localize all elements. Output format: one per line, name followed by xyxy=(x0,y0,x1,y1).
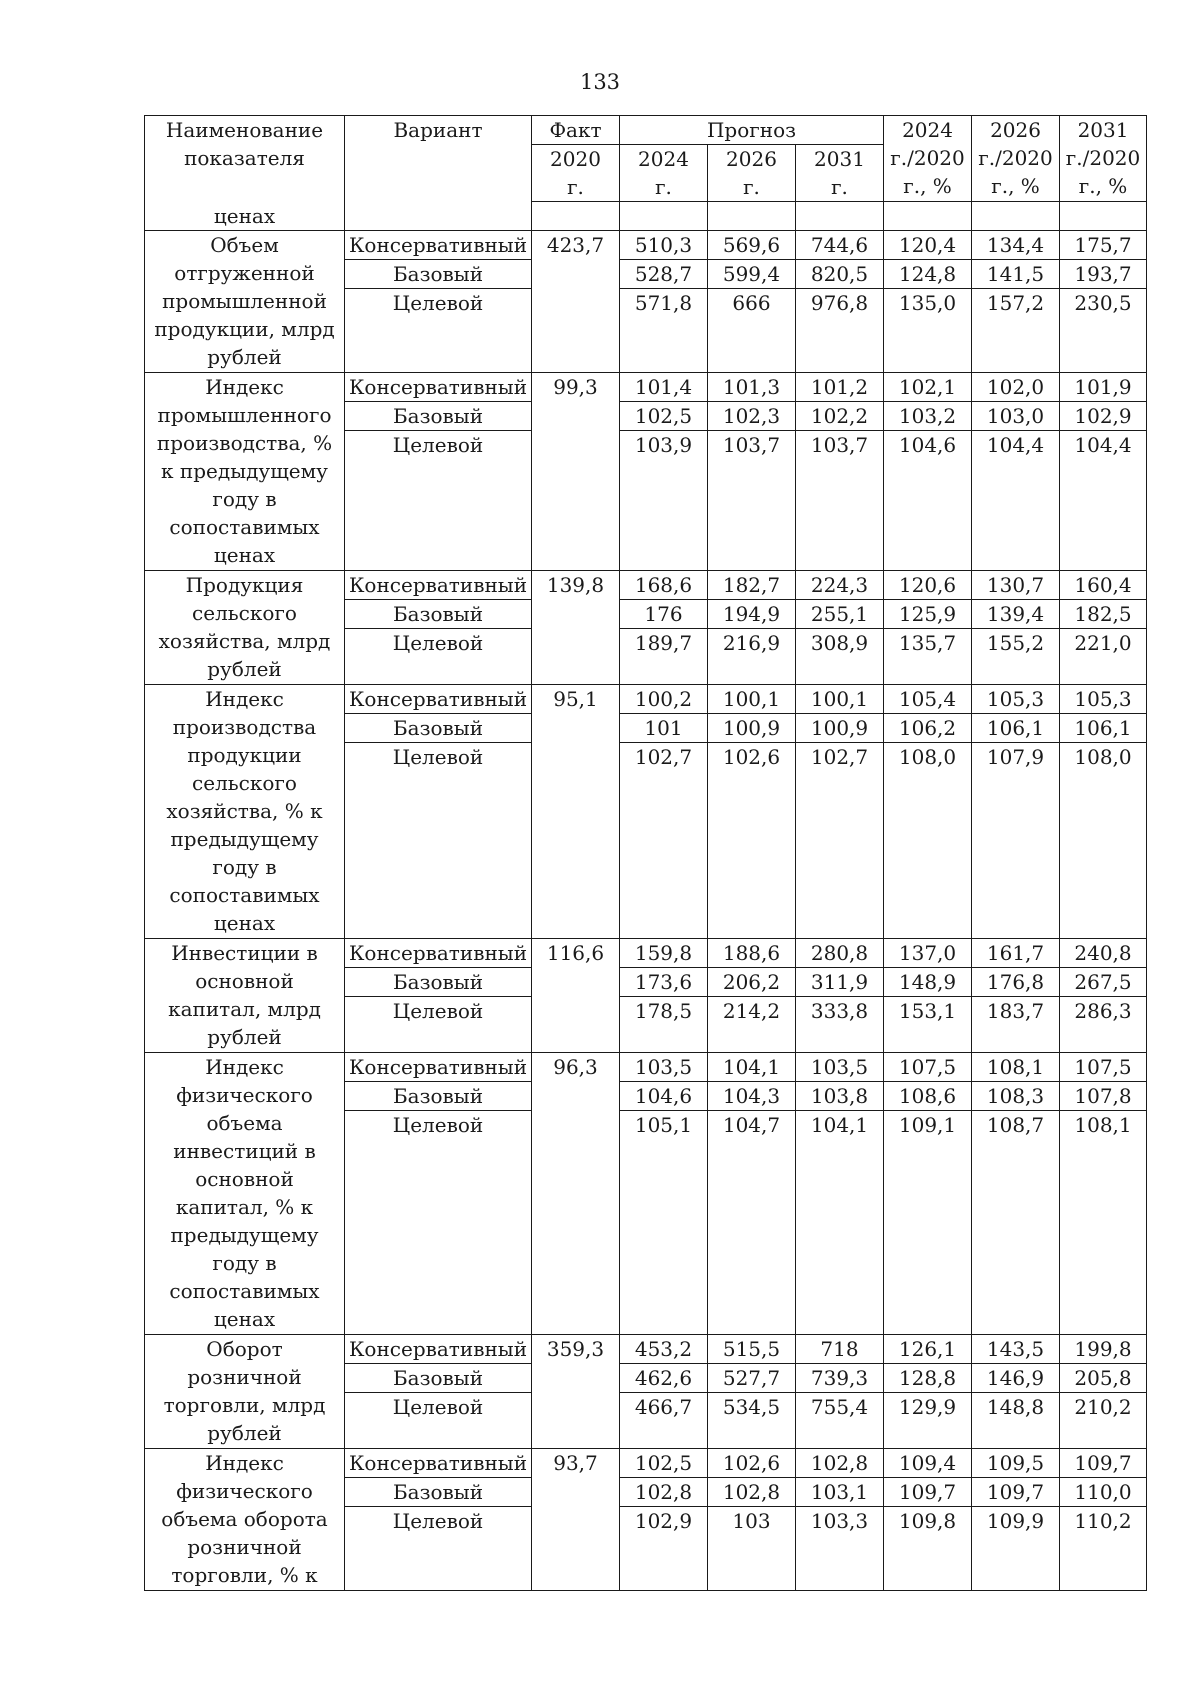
indicator-name: Оборот розничной торговли, млрд рублей xyxy=(145,1334,345,1448)
ratio-2026-value: 102,0 xyxy=(972,372,1060,401)
forecast-2024-value: 178,5 xyxy=(620,996,708,1052)
ratio-2026-value: 146,9 xyxy=(972,1363,1060,1392)
ratio-2024-value: 129,9 xyxy=(884,1392,972,1448)
ratio-2031-value: 286,3 xyxy=(1060,996,1147,1052)
ratio-2024-value: 137,0 xyxy=(884,938,972,967)
variant-target: Целевой xyxy=(345,1392,532,1448)
forecast-2026-value: 666 xyxy=(708,288,796,372)
forecast-2026-value: 104,3 xyxy=(708,1081,796,1110)
variant-conservative: Консервативный xyxy=(345,1052,532,1081)
forecast-2026-value: 206,2 xyxy=(708,967,796,996)
forecast-2026-value: 104,1 xyxy=(708,1052,796,1081)
forecast-2031-value: 820,5 xyxy=(796,259,884,288)
forecast-2026-value: 214,2 xyxy=(708,996,796,1052)
ratio-2024-value: 108,0 xyxy=(884,742,972,938)
ratio-2026-value: 134,4 xyxy=(972,230,1060,259)
ratio-2031-value: 230,5 xyxy=(1060,288,1147,372)
ratio-2031-value: 110,0 xyxy=(1060,1477,1147,1506)
header-ratio-2024: 2024 г./2020 г., % xyxy=(884,116,972,202)
ratio-2031-value: 106,1 xyxy=(1060,713,1147,742)
forecast-2024-value: 102,7 xyxy=(620,742,708,938)
ratio-2031-value: 193,7 xyxy=(1060,259,1147,288)
forecast-2031-value: 311,9 xyxy=(796,967,884,996)
header-ratio-2031: 2031 г./2020 г., % xyxy=(1060,116,1147,202)
ratio-2031-value: 107,8 xyxy=(1060,1081,1147,1110)
variant-target: Целевой xyxy=(345,1110,532,1334)
ratio-2026-value: 108,1 xyxy=(972,1052,1060,1081)
ratio-2026-value: 176,8 xyxy=(972,967,1060,996)
forecast-2031-value: 333,8 xyxy=(796,996,884,1052)
forecast-2024-value: 189,7 xyxy=(620,628,708,684)
ratio-2026-value: 108,3 xyxy=(972,1081,1060,1110)
forecast-2024-value: 103,5 xyxy=(620,1052,708,1081)
forecast-2024-value: 102,5 xyxy=(620,1448,708,1477)
carryover-empty xyxy=(708,202,796,231)
forecast-2024-value: 168,6 xyxy=(620,570,708,599)
indicator-name: Индекс физического объема оборота розничной торговли, % к xyxy=(145,1448,345,1590)
ratio-2031-value: 107,5 xyxy=(1060,1052,1147,1081)
ratio-2024-value: 103,2 xyxy=(884,401,972,430)
ratio-2024-value: 106,2 xyxy=(884,713,972,742)
forecast-2026-value: 182,7 xyxy=(708,570,796,599)
forecast-2024-value: 462,6 xyxy=(620,1363,708,1392)
ratio-2024-value: 109,1 xyxy=(884,1110,972,1334)
forecast-2026-value: 188,6 xyxy=(708,938,796,967)
forecast-2031-value: 102,2 xyxy=(796,401,884,430)
page-number: 133 xyxy=(579,70,621,94)
table-row xyxy=(145,570,1147,599)
forecast-2031-value: 102,7 xyxy=(796,742,884,938)
ratio-2031-value: 175,7 xyxy=(1060,230,1147,259)
ratio-2031-value: 108,1 xyxy=(1060,1110,1147,1334)
forecast-2024-value: 103,9 xyxy=(620,430,708,570)
variant-conservative: Консервативный xyxy=(345,1448,532,1477)
variant-target: Целевой xyxy=(345,1506,532,1590)
table-row xyxy=(145,684,1147,713)
table-row xyxy=(145,1448,1147,1477)
ratio-2031-value: 240,8 xyxy=(1060,938,1147,967)
ratio-2024-value: 153,1 xyxy=(884,996,972,1052)
header-year-2026: 2026 г. xyxy=(708,145,796,202)
forecast-2026-value: 103,7 xyxy=(708,430,796,570)
ratio-2031-value: 221,0 xyxy=(1060,628,1147,684)
variant-target: Целевой xyxy=(345,628,532,684)
forecast-2031-value: 280,8 xyxy=(796,938,884,967)
ratio-2026-value: 148,8 xyxy=(972,1392,1060,1448)
indicator-name: Индекс физического объема инвестиций в основной капитал, % к предыдущему году в сопоставимых ценах xyxy=(145,1052,345,1334)
fact-2020-value: 93,7 xyxy=(532,1448,620,1590)
forecast-2031-value: 739,3 xyxy=(796,1363,884,1392)
table-row xyxy=(145,230,1147,259)
forecast-table xyxy=(144,115,1147,1591)
header-row-1 xyxy=(145,116,1147,145)
ratio-2031-value: 160,4 xyxy=(1060,570,1147,599)
forecast-2031-value: 100,9 xyxy=(796,713,884,742)
carryover-text: ценах xyxy=(145,202,345,231)
header-year-2031: 2031 г. xyxy=(796,145,884,202)
forecast-2031-value: 100,1 xyxy=(796,684,884,713)
forecast-2026-value: 527,7 xyxy=(708,1363,796,1392)
ratio-2026-value: 104,4 xyxy=(972,430,1060,570)
forecast-2031-value: 104,1 xyxy=(796,1110,884,1334)
ratio-2031-value: 199,8 xyxy=(1060,1334,1147,1363)
ratio-2024-value: 105,4 xyxy=(884,684,972,713)
ratio-2024-value: 108,6 xyxy=(884,1081,972,1110)
header-variant: Вариант xyxy=(345,116,532,202)
variant-conservative: Консервативный xyxy=(345,372,532,401)
ratio-2031-value: 182,5 xyxy=(1060,599,1147,628)
forecast-2026-value: 102,6 xyxy=(708,742,796,938)
ratio-2031-value: 109,7 xyxy=(1060,1448,1147,1477)
indicator-name: Индекс производства продукции сельского хозяйства, % к предыдущему году в сопоставимых ценах xyxy=(145,684,345,938)
forecast-2024-value: 159,8 xyxy=(620,938,708,967)
table-row xyxy=(145,1334,1147,1363)
ratio-2024-value: 120,4 xyxy=(884,230,972,259)
forecast-2031-value: 976,8 xyxy=(796,288,884,372)
ratio-2031-value: 104,4 xyxy=(1060,430,1147,570)
carryover-empty xyxy=(620,202,708,231)
forecast-2024-value: 100,2 xyxy=(620,684,708,713)
forecast-2026-value: 102,6 xyxy=(708,1448,796,1477)
variant-target: Целевой xyxy=(345,430,532,570)
ratio-2024-value: 126,1 xyxy=(884,1334,972,1363)
forecast-2024-value: 102,5 xyxy=(620,401,708,430)
ratio-2026-value: 106,1 xyxy=(972,713,1060,742)
forecast-2031-value: 103,1 xyxy=(796,1477,884,1506)
ratio-2026-value: 161,7 xyxy=(972,938,1060,967)
variant-base: Базовый xyxy=(345,1081,532,1110)
forecast-2031-value: 103,3 xyxy=(796,1506,884,1590)
carryover-row xyxy=(145,202,1147,231)
fact-2020-value: 139,8 xyxy=(532,570,620,684)
fact-2020-value: 95,1 xyxy=(532,684,620,938)
carryover-empty xyxy=(1060,202,1147,231)
header-year-2024: 2024 г. xyxy=(620,145,708,202)
carryover-empty xyxy=(532,202,620,231)
ratio-2024-value: 109,8 xyxy=(884,1506,972,1590)
forecast-2031-value: 224,3 xyxy=(796,570,884,599)
ratio-2026-value: 183,7 xyxy=(972,996,1060,1052)
ratio-2026-value: 103,0 xyxy=(972,401,1060,430)
carryover-empty xyxy=(972,202,1060,231)
ratio-2024-value: 109,7 xyxy=(884,1477,972,1506)
forecast-2026-value: 104,7 xyxy=(708,1110,796,1334)
variant-base: Базовый xyxy=(345,401,532,430)
forecast-2026-value: 216,9 xyxy=(708,628,796,684)
ratio-2026-value: 139,4 xyxy=(972,599,1060,628)
forecast-2031-value: 103,5 xyxy=(796,1052,884,1081)
forecast-2026-value: 101,3 xyxy=(708,372,796,401)
header-forecast: Прогноз xyxy=(620,116,884,145)
ratio-2026-value: 130,7 xyxy=(972,570,1060,599)
forecast-2026-value: 102,3 xyxy=(708,401,796,430)
ratio-2024-value: 120,6 xyxy=(884,570,972,599)
ratio-2031-value: 110,2 xyxy=(1060,1506,1147,1590)
ratio-2026-value: 105,3 xyxy=(972,684,1060,713)
variant-base: Базовый xyxy=(345,713,532,742)
forecast-2031-value: 718 xyxy=(796,1334,884,1363)
forecast-2026-value: 100,1 xyxy=(708,684,796,713)
variant-base: Базовый xyxy=(345,1477,532,1506)
forecast-2031-value: 308,9 xyxy=(796,628,884,684)
ratio-2026-value: 155,2 xyxy=(972,628,1060,684)
carryover-empty xyxy=(796,202,884,231)
indicator-name: Индекс промышленного производства, % к предыдущему году в сопоставимых ценах xyxy=(145,372,345,570)
ratio-2026-value: 157,2 xyxy=(972,288,1060,372)
carryover-empty xyxy=(345,202,532,231)
header-ratio-2026: 2026 г./2020 г., % xyxy=(972,116,1060,202)
forecast-2031-value: 103,8 xyxy=(796,1081,884,1110)
forecast-2024-value: 571,8 xyxy=(620,288,708,372)
ratio-2024-value: 102,1 xyxy=(884,372,972,401)
variant-base: Базовый xyxy=(345,259,532,288)
carryover-empty xyxy=(884,202,972,231)
ratio-2031-value: 267,5 xyxy=(1060,967,1147,996)
variant-conservative: Консервативный xyxy=(345,684,532,713)
ratio-2024-value: 148,9 xyxy=(884,967,972,996)
forecast-2026-value: 103 xyxy=(708,1506,796,1590)
forecast-2024-value: 105,1 xyxy=(620,1110,708,1334)
ratio-2026-value: 107,9 xyxy=(972,742,1060,938)
forecast-2024-value: 101,4 xyxy=(620,372,708,401)
forecast-2024-value: 102,9 xyxy=(620,1506,708,1590)
variant-target: Целевой xyxy=(345,996,532,1052)
forecast-2026-value: 569,6 xyxy=(708,230,796,259)
variant-conservative: Консервативный xyxy=(345,570,532,599)
forecast-2024-value: 528,7 xyxy=(620,259,708,288)
forecast-2031-value: 755,4 xyxy=(796,1392,884,1448)
forecast-2024-value: 102,8 xyxy=(620,1477,708,1506)
forecast-2031-value: 102,8 xyxy=(796,1448,884,1477)
table-row xyxy=(145,1052,1147,1081)
forecast-2024-value: 466,7 xyxy=(620,1392,708,1448)
ratio-2024-value: 135,7 xyxy=(884,628,972,684)
forecast-2024-value: 101 xyxy=(620,713,708,742)
variant-conservative: Консервативный xyxy=(345,1334,532,1363)
forecast-2026-value: 515,5 xyxy=(708,1334,796,1363)
forecast-2026-value: 534,5 xyxy=(708,1392,796,1448)
ratio-2024-value: 125,9 xyxy=(884,599,972,628)
variant-base: Базовый xyxy=(345,967,532,996)
variant-conservative: Консервативный xyxy=(345,938,532,967)
ratio-2031-value: 105,3 xyxy=(1060,684,1147,713)
variant-conservative: Консервативный xyxy=(345,230,532,259)
fact-2020-value: 423,7 xyxy=(532,230,620,372)
forecast-2026-value: 194,9 xyxy=(708,599,796,628)
fact-2020-value: 96,3 xyxy=(532,1052,620,1334)
forecast-2026-value: 102,8 xyxy=(708,1477,796,1506)
ratio-2026-value: 109,7 xyxy=(972,1477,1060,1506)
variant-target: Целевой xyxy=(345,742,532,938)
ratio-2031-value: 102,9 xyxy=(1060,401,1147,430)
ratio-2024-value: 124,8 xyxy=(884,259,972,288)
ratio-2031-value: 205,8 xyxy=(1060,1363,1147,1392)
header-indicator: Наименование показателя xyxy=(145,116,345,202)
indicator-name: Продукция сельского хозяйства, млрд рублей xyxy=(145,570,345,684)
ratio-2026-value: 108,7 xyxy=(972,1110,1060,1334)
ratio-2026-value: 109,5 xyxy=(972,1448,1060,1477)
variant-base: Базовый xyxy=(345,1363,532,1392)
forecast-2026-value: 100,9 xyxy=(708,713,796,742)
forecast-2026-value: 599,4 xyxy=(708,259,796,288)
forecast-2024-value: 104,6 xyxy=(620,1081,708,1110)
ratio-2024-value: 128,8 xyxy=(884,1363,972,1392)
forecast-2024-value: 510,3 xyxy=(620,230,708,259)
ratio-2024-value: 135,0 xyxy=(884,288,972,372)
forecast-2024-value: 176 xyxy=(620,599,708,628)
table-row xyxy=(145,938,1147,967)
fact-2020-value: 99,3 xyxy=(532,372,620,570)
ratio-2031-value: 108,0 xyxy=(1060,742,1147,938)
variant-target: Целевой xyxy=(345,288,532,372)
header-fact-year: 2020 г. xyxy=(532,145,620,202)
ratio-2024-value: 109,4 xyxy=(884,1448,972,1477)
forecast-2031-value: 103,7 xyxy=(796,430,884,570)
ratio-2024-value: 104,6 xyxy=(884,430,972,570)
forecast-2024-value: 173,6 xyxy=(620,967,708,996)
ratio-2031-value: 210,2 xyxy=(1060,1392,1147,1448)
forecast-2031-value: 744,6 xyxy=(796,230,884,259)
indicator-name: Объем отгруженной промышленной продукции, млрд рублей xyxy=(145,230,345,372)
indicator-name: Инвестиции в основной капитал, млрд рублей xyxy=(145,938,345,1052)
ratio-2024-value: 107,5 xyxy=(884,1052,972,1081)
forecast-2031-value: 255,1 xyxy=(796,599,884,628)
ratio-2031-value: 101,9 xyxy=(1060,372,1147,401)
fact-2020-value: 116,6 xyxy=(532,938,620,1052)
forecast-2031-value: 101,2 xyxy=(796,372,884,401)
fact-2020-value: 359,3 xyxy=(532,1334,620,1448)
ratio-2026-value: 141,5 xyxy=(972,259,1060,288)
header-fact: Факт xyxy=(532,116,620,145)
forecast-2024-value: 453,2 xyxy=(620,1334,708,1363)
ratio-2026-value: 143,5 xyxy=(972,1334,1060,1363)
variant-base: Базовый xyxy=(345,599,532,628)
table-row xyxy=(145,372,1147,401)
ratio-2026-value: 109,9 xyxy=(972,1506,1060,1590)
